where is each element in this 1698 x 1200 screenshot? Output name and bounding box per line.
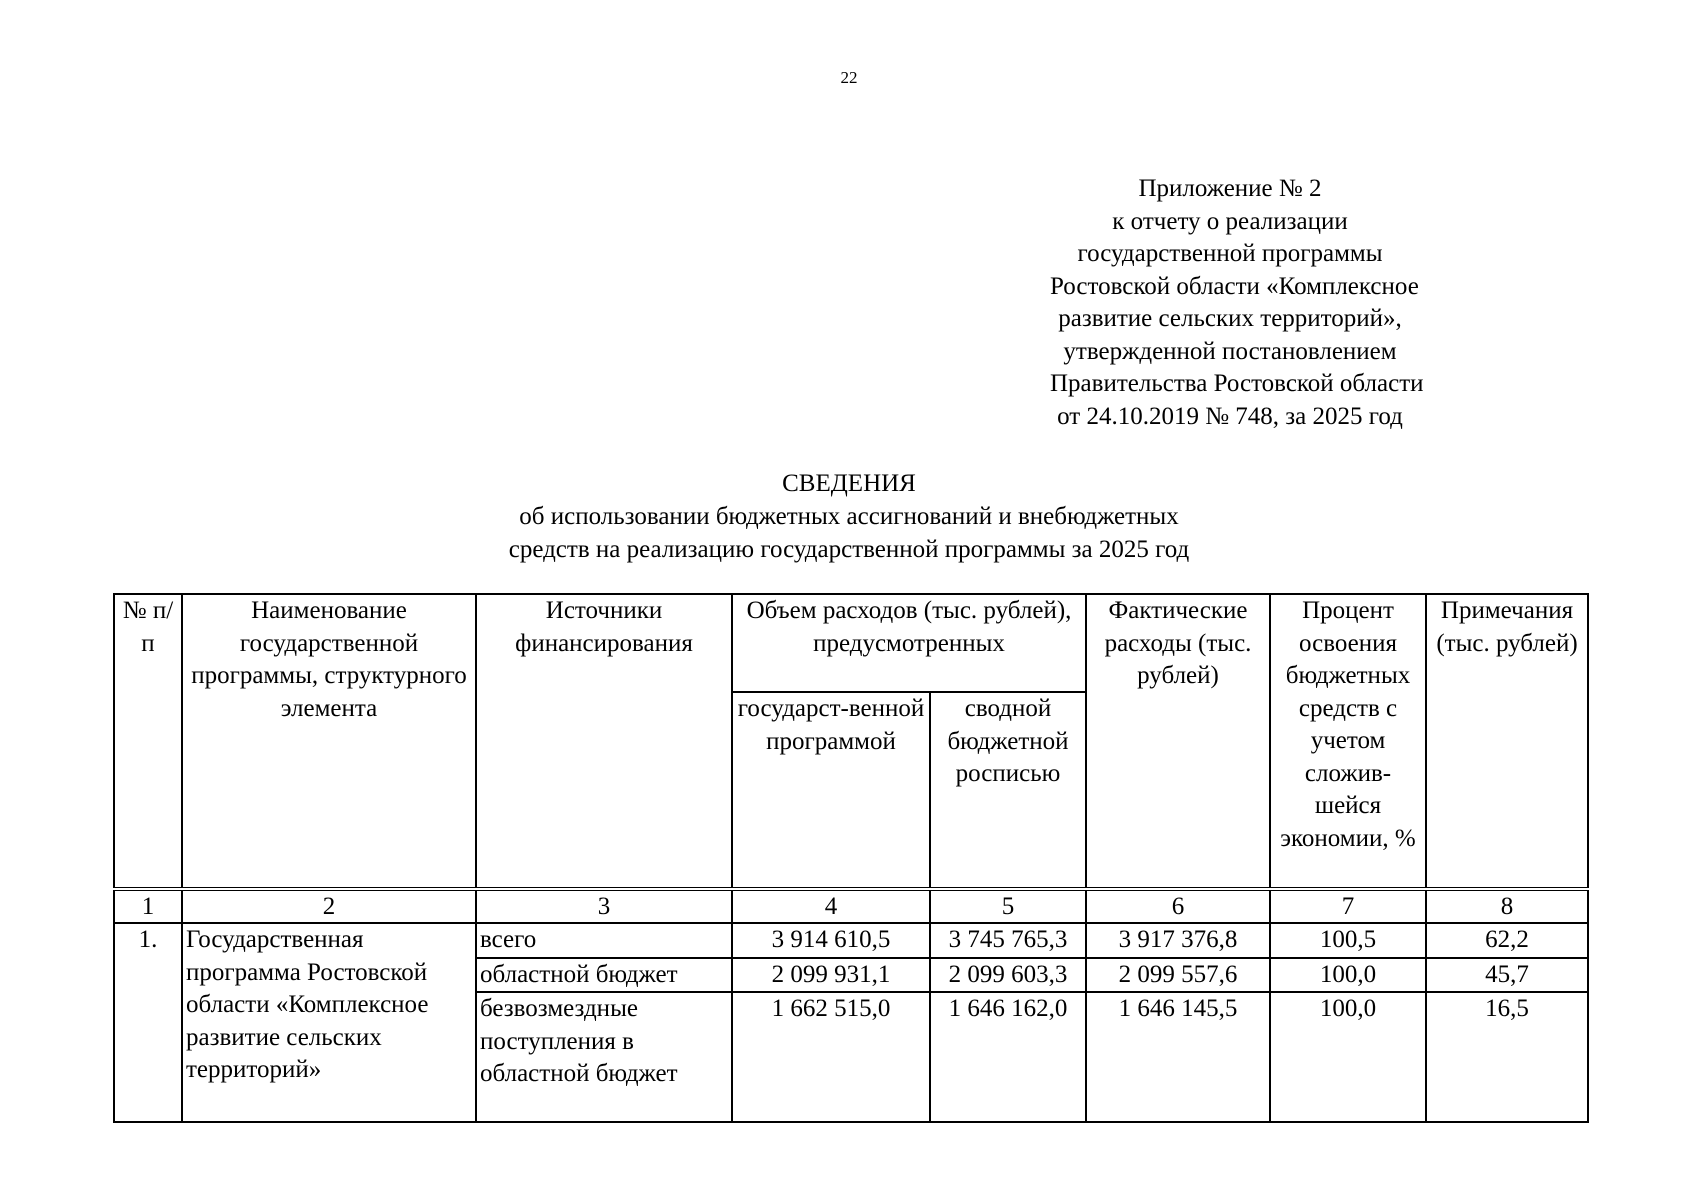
- budget-volume-cell: 3 745 765,3: [930, 923, 1086, 958]
- column-number: 7: [1270, 889, 1426, 923]
- column-number: 8: [1426, 889, 1588, 923]
- header-volume-budget: сводной бюджетной росписью: [930, 692, 1086, 889]
- header-volume: Объем расходов (тыс. рублей), предусмотренных: [732, 594, 1086, 692]
- header-row: [114, 594, 1588, 692]
- column-number: 6: [1086, 889, 1270, 923]
- column-number: 3: [476, 889, 732, 923]
- actual-cell: 1 646 145,5: [1086, 992, 1270, 1122]
- column-number: 4: [732, 889, 930, 923]
- program-volume-cell: 3 914 610,5: [732, 923, 930, 958]
- header-volume-program: государст-венной программой: [732, 692, 930, 889]
- source-cell: областной бюджет: [476, 958, 732, 993]
- page-number: 22: [840, 68, 858, 87]
- appendix-note: [1050, 173, 1424, 433]
- document-title: [0, 467, 1698, 566]
- column-number-row: [114, 889, 1588, 923]
- title-line: средств на реализацию государственной программы за 2025 год: [508, 536, 1190, 563]
- appendix-line: от 24.10.2019 № 748, за 2025 год: [1057, 402, 1403, 430]
- notes-cell: 62,2: [1426, 923, 1588, 958]
- program-name: Государственная программа Ростовской области «Комплексное развитие сельских территорий»: [182, 923, 476, 1122]
- title-heading: СВЕДЕНИЯ: [782, 470, 916, 497]
- source-cell: безвозмездные поступления в областной бюджет: [476, 992, 732, 1122]
- header-source: Источники финансирования: [476, 594, 732, 889]
- actual-cell: 3 917 376,8: [1086, 923, 1270, 958]
- header-num: № п/п: [114, 594, 182, 889]
- source-cell: всего: [476, 923, 732, 958]
- header-notes: Примечания (тыс. рублей): [1426, 594, 1588, 889]
- appendix-line: развитие сельских территорий»,: [1058, 305, 1402, 332]
- budget-volume-cell: 2 099 603,3: [930, 958, 1086, 993]
- percent-cell: 100,0: [1270, 992, 1426, 1122]
- percent-cell: 100,0: [1270, 958, 1426, 993]
- appendix-line: к отчету о реализации: [1112, 207, 1348, 235]
- appendix-line: Ростовской области «Комплексное: [1050, 272, 1419, 300]
- notes-cell: 16,5: [1426, 992, 1588, 1122]
- budget-volume-cell: 1 646 162,0: [930, 992, 1086, 1122]
- title-line: об использовании бюджетных ассигнований и внебюджетных: [519, 503, 1179, 530]
- actual-cell: 2 099 557,6: [1086, 958, 1270, 993]
- appendix-line: Правительства Ростовской области: [1050, 370, 1424, 397]
- header-percent: Процент освоения бюджетных средств с учетом сложив-шейся экономии, %: [1270, 594, 1426, 889]
- column-number: 5: [930, 889, 1086, 923]
- table-row: [114, 923, 1588, 958]
- budget-table: [113, 593, 1589, 1123]
- notes-cell: 45,7: [1426, 958, 1588, 993]
- percent-cell: 100,5: [1270, 923, 1426, 958]
- header-actual: Фактические расходы (тыс. рублей): [1086, 594, 1270, 889]
- appendix-line: государственной программы: [1077, 240, 1383, 267]
- appendix-line: утвержденной постановлением: [1063, 337, 1397, 365]
- column-number: 2: [182, 889, 476, 923]
- header-name: Наименование государственной программы, структурного элемента: [182, 594, 476, 889]
- program-num: 1.: [114, 923, 182, 1122]
- program-volume-cell: 1 662 515,0: [732, 992, 930, 1122]
- column-number: 1: [114, 889, 182, 923]
- appendix-line: Приложение № 2: [1138, 175, 1322, 202]
- program-volume-cell: 2 099 931,1: [732, 958, 930, 993]
